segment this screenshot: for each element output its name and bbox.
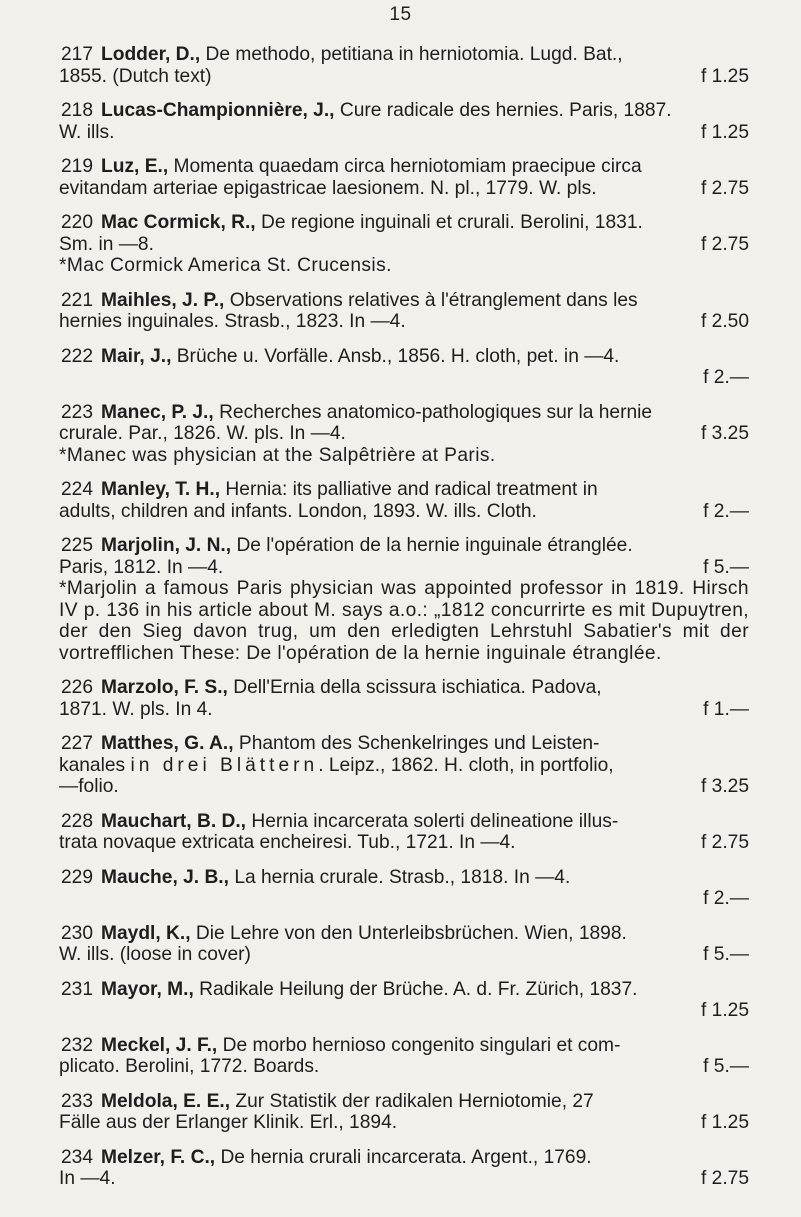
entry-text: evitandam arteriae epigastricae laesionem. N. pl., 1779. W. pls. bbox=[59, 177, 597, 199]
entry-continuation bbox=[59, 1112, 749, 1134]
entry-title: De hernia crurali incarcerata. Argent., 1769. bbox=[220, 1146, 592, 1168]
entry-number: 226 bbox=[61, 677, 94, 698]
entry-number: 223 bbox=[61, 401, 94, 423]
entry-price: f 2.75 bbox=[700, 177, 749, 199]
entry-text: Paris, 1812. In —4. bbox=[59, 556, 224, 578]
entry-text: trata novaque extricata encheiresi. Tub., 1721. In —4. bbox=[59, 832, 516, 853]
entry-first-line bbox=[59, 212, 749, 234]
entry-price: f 1.— bbox=[703, 698, 749, 720]
entry-text: plicato. Berolini, 1772. Boards. bbox=[59, 1056, 320, 1077]
entry-number: 221 bbox=[61, 289, 94, 311]
entry-price: f 2.50 bbox=[700, 311, 749, 332]
entry-title: De methodo, petitiana in herniotomia. Lugd. Bat., bbox=[205, 44, 623, 65]
catalog-entry bbox=[59, 923, 749, 966]
entry-first-line bbox=[59, 923, 749, 945]
entry-text: —folio. bbox=[59, 776, 119, 797]
entry-continuation bbox=[59, 699, 749, 721]
entry-number: 227 bbox=[61, 733, 94, 754]
entry-number: 220 bbox=[61, 212, 94, 233]
entry-first-line bbox=[59, 402, 749, 424]
entry-text: hernies inguinales. Strasb., 1823. In —4. bbox=[59, 311, 406, 332]
entry-continuation bbox=[59, 234, 749, 256]
entry-number: 230 bbox=[61, 922, 94, 944]
entry-continuation bbox=[59, 178, 749, 200]
entry-continuation bbox=[59, 1056, 749, 1078]
entry-title: Radikale Heilung der Brüche. A. d. Fr. Zürich, 1837. bbox=[199, 978, 638, 1000]
entry-continuation bbox=[59, 832, 749, 854]
entry-price: f 2.— bbox=[703, 500, 749, 522]
entry-number: 231 bbox=[61, 978, 94, 1000]
catalog-entry bbox=[59, 212, 749, 277]
entry-price: f 5.— bbox=[703, 1056, 749, 1077]
entry-price: f 2.75 bbox=[700, 832, 749, 853]
entry-first-line bbox=[59, 979, 749, 1001]
entry-continuation bbox=[59, 423, 749, 445]
entry-number: 219 bbox=[61, 156, 94, 177]
entry-first-line bbox=[59, 479, 749, 501]
entry-number: 217 bbox=[61, 44, 94, 65]
entry-author: Meckel, J. F., bbox=[101, 1034, 218, 1056]
entry-title: Momenta quaedam circa herniotomiam praecipue circa bbox=[173, 156, 642, 177]
entry-author: Meldola, E. E., bbox=[101, 1090, 231, 1112]
entry-first-line bbox=[59, 290, 749, 312]
entry-text: Fälle aus der Erlanger Klinik. Erl., 1894. bbox=[59, 1112, 398, 1133]
entry-price: f 5.— bbox=[703, 944, 749, 965]
entry-price: f 2.— bbox=[703, 367, 749, 388]
entry-first-line bbox=[59, 100, 749, 122]
entry-price: f 1.25 bbox=[700, 65, 749, 87]
entry-author: Lucas-Championnière, J., bbox=[101, 100, 335, 121]
entry-number: 234 bbox=[61, 1146, 94, 1168]
entry-price: f 1.25 bbox=[700, 1112, 749, 1133]
entry-price: f 3.25 bbox=[700, 776, 749, 797]
catalog-entry bbox=[59, 867, 749, 910]
entry-footnote: *Mac Cormick America St. Crucensis. bbox=[59, 255, 392, 276]
catalog-entry bbox=[59, 811, 749, 854]
catalog-entry bbox=[59, 1091, 749, 1134]
entry-author: Luz, E., bbox=[101, 156, 169, 177]
entry-text: Sm. in —8. bbox=[59, 233, 154, 255]
entry-title: Observations relatives à l'étranglement dans les bbox=[229, 289, 638, 311]
entry-title: Die Lehre von den Unterleibsbrüchen. Wien, 1898. bbox=[195, 922, 627, 944]
catalog-entry bbox=[59, 1147, 749, 1190]
entry-text: . Leipz., 1862. H. cloth, in portfolio, bbox=[318, 754, 614, 776]
entry-author: Lodder, D., bbox=[101, 44, 201, 65]
entry-number: 225 bbox=[61, 535, 94, 556]
catalog-entry bbox=[59, 100, 749, 143]
entry-first-line bbox=[59, 346, 749, 368]
entry-author: Mayor, M., bbox=[101, 978, 194, 1000]
entry-title: Phantom des Schenkelringes und Leisten- bbox=[238, 733, 600, 754]
entry-first-line bbox=[59, 1091, 749, 1113]
entry-title: De regione inguinali et crurali. Berolini, 1831. bbox=[260, 212, 643, 233]
entry-title: La hernia crurale. Strasb., 1818. In —4. bbox=[234, 866, 571, 888]
entry-title: Zur Statistik der radikalen Herniotomie, 27 bbox=[235, 1090, 594, 1112]
entry-author: Mauchart, B. D., bbox=[101, 810, 247, 832]
entry-title: Dell'Ernia della scissura ischiatica. Padova, bbox=[233, 677, 602, 698]
catalog-entry bbox=[59, 44, 749, 87]
catalog-entry bbox=[59, 1035, 749, 1078]
entry-first-line bbox=[59, 1035, 749, 1057]
entry-author: Manley, T. H., bbox=[101, 479, 221, 500]
entry-first-line bbox=[59, 44, 749, 66]
entry-price: f 2.— bbox=[703, 888, 749, 909]
entry-continuation bbox=[59, 944, 749, 966]
entry-author: Mauche, J. B., bbox=[101, 866, 229, 888]
entry-continuation bbox=[59, 776, 749, 798]
catalog-entry bbox=[59, 479, 749, 522]
entry-author: Mac Cormick, R., bbox=[101, 212, 256, 233]
entry-text-spaced: in drei Blättern bbox=[130, 754, 319, 776]
entry-price-line bbox=[59, 367, 749, 389]
entry-price: f 1.25 bbox=[700, 1000, 749, 1021]
entry-continuation bbox=[59, 66, 749, 88]
entry-title: Brüche u. Vorfälle. Ansb., 1856. H. cloth, pet. in —4. bbox=[176, 345, 620, 367]
entry-price: f 2.75 bbox=[700, 1168, 749, 1189]
catalog-entry bbox=[59, 402, 749, 467]
entry-footnote: *Marjolin a famous Paris physician was appointed professor in 1819. Hirsch IV p. 136 in his article about M. says a.o.: „1812 concurrirte es mit Dupuytren, der den Sieg davon trug, um den erledigten Lehrstuhl Sabatier's mit der vortrefflichen These: De l'opération de la hernie inguinale étranglée. bbox=[59, 578, 749, 664]
entry-continuation bbox=[59, 501, 749, 523]
catalog-entry bbox=[59, 677, 749, 720]
entry-text: W. ills. (loose in cover) bbox=[59, 944, 251, 965]
entry-title: Recherches anatomico-pathologiques sur la hernie bbox=[219, 401, 653, 423]
entry-first-line bbox=[59, 1147, 749, 1169]
entry-price: f 3.25 bbox=[700, 423, 749, 444]
entry-author: Melzer, F. C., bbox=[101, 1146, 216, 1168]
entry-first-line bbox=[59, 677, 749, 699]
entry-number: 233 bbox=[61, 1090, 94, 1112]
entry-first-line bbox=[59, 156, 749, 178]
entry-first-line bbox=[59, 733, 749, 755]
entry-number: 218 bbox=[61, 100, 94, 121]
entry-number: 232 bbox=[61, 1034, 94, 1056]
entry-list bbox=[59, 44, 749, 1203]
entry-first-line bbox=[59, 535, 749, 557]
entry-first-line bbox=[59, 867, 749, 889]
entry-author: Marzolo, F. S., bbox=[101, 677, 228, 698]
catalog-entry bbox=[59, 346, 749, 389]
catalog-entry bbox=[59, 535, 749, 664]
entry-number: 224 bbox=[61, 479, 94, 500]
catalog-entry bbox=[59, 979, 749, 1022]
entry-continuation bbox=[59, 122, 749, 144]
entry-title: Hernia incarcerata solerti delineatione illus- bbox=[251, 810, 619, 832]
entry-text: In —4. bbox=[59, 1168, 116, 1189]
entry-first-line bbox=[59, 811, 749, 833]
entry-text: 1855. (Dutch text) bbox=[59, 65, 212, 87]
entry-price-line bbox=[59, 1000, 749, 1022]
entry-text: 1871. W. pls. In 4. bbox=[59, 698, 213, 720]
entry-continuation bbox=[59, 311, 749, 333]
catalog-entry bbox=[59, 290, 749, 333]
entry-author: Matthes, G. A., bbox=[101, 733, 234, 754]
entry-text: crurale. Par., 1826. W. pls. In —4. bbox=[59, 423, 346, 444]
entry-author: Maihles, J. P., bbox=[101, 289, 225, 311]
entry-number: 222 bbox=[61, 345, 94, 367]
entry-continuation bbox=[59, 1168, 749, 1190]
entry-continuation bbox=[59, 755, 749, 777]
entry-title: Hernia: its palliative and radical treatment in bbox=[225, 479, 598, 500]
entry-title: De l'opération de la hernie inguinale étranglée. bbox=[236, 535, 633, 556]
catalog-entry bbox=[59, 156, 749, 199]
entry-author: Mair, J., bbox=[101, 345, 172, 367]
entry-text: kanales bbox=[59, 754, 131, 776]
entry-price: f 5.— bbox=[703, 556, 749, 578]
entry-title: Cure radicale des hernies. Paris, 1887. bbox=[339, 100, 672, 121]
entry-price: f 1.25 bbox=[700, 121, 749, 143]
entry-number: 228 bbox=[61, 810, 94, 832]
entry-price: f 2.75 bbox=[700, 233, 749, 255]
entry-text: W. ills. bbox=[59, 121, 115, 143]
entry-title: De morbo hernioso congenito singulari et com- bbox=[222, 1034, 621, 1056]
entry-author: Manec, P. J., bbox=[101, 401, 214, 423]
entry-text: adults, children and infants. London, 1893. W. ills. Cloth. bbox=[59, 500, 537, 522]
entry-price-line bbox=[59, 888, 749, 910]
catalog-entry bbox=[59, 733, 749, 798]
entry-author: Maydl, K., bbox=[101, 922, 191, 944]
entry-continuation bbox=[59, 557, 749, 579]
entry-number: 229 bbox=[61, 866, 94, 888]
page-number: 15 bbox=[389, 4, 412, 25]
entry-author: Marjolin, J. N., bbox=[101, 535, 232, 556]
entry-footnote: *Manec was physician at the Salpêtrière at Paris. bbox=[59, 444, 496, 466]
